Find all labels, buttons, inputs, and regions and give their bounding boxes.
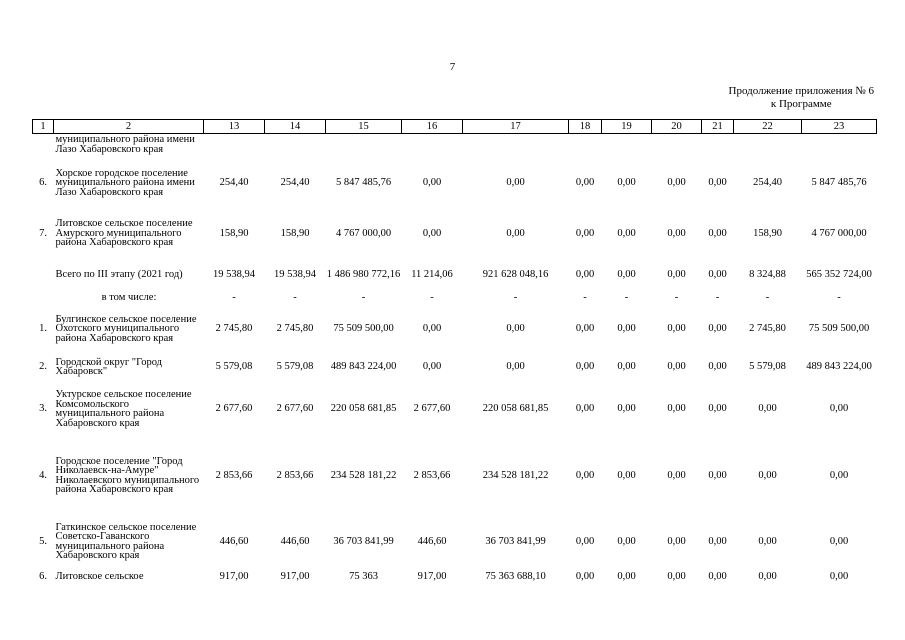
row-name: Булгинское сельское поселение Охотского муниципального района Хабаровского края	[55, 313, 197, 344]
row-number: 2.	[39, 361, 47, 373]
cell-col-20: 0,00	[667, 535, 686, 547]
cell-col-16: 2 853,66	[413, 469, 451, 481]
cell-col-21: 0,00	[708, 469, 727, 481]
cell-col-15: 489 843 224,00	[330, 361, 397, 373]
cell-col-23: 5 847 485,76	[811, 177, 867, 189]
cell-col-18: 0,00	[575, 571, 595, 582]
cell-col-16: 0,00	[422, 361, 442, 373]
cell-col-13: 254,40	[219, 177, 249, 189]
cell-col-21: 0,00	[708, 227, 727, 239]
cell-col-20	[652, 134, 702, 158]
column-header-19: 19	[602, 120, 652, 134]
table-row	[33, 354, 877, 380]
table-row	[33, 259, 877, 291]
row-number: 3.	[39, 403, 47, 415]
cell-col-14: 5 579,08	[276, 361, 314, 373]
row-name: Гаткинское сельское поселение Советско-Гаванского муниципального района Хабаровского края	[55, 521, 197, 561]
cell-col-13: 2 677,60	[215, 403, 253, 415]
cell-col-16: 0,00	[422, 177, 442, 189]
cell-col-19: 0,00	[617, 535, 636, 547]
column-header-21: 21	[702, 120, 734, 134]
cell-col-23: 75 509 500,00	[808, 323, 870, 335]
column-header-22: 22	[734, 120, 802, 134]
row-number	[33, 291, 54, 305]
cell-col-19	[602, 134, 652, 158]
cell-col-14: -	[293, 291, 297, 303]
cell-col-14: 2 745,80	[276, 323, 314, 335]
cell-col-17: 0,00	[506, 227, 525, 239]
cell-col-17: -	[513, 291, 518, 303]
cell-col-21	[702, 134, 734, 158]
cell-col-14: 2 853,66	[276, 469, 314, 481]
cell-col-15: 234 528 181,22	[330, 469, 397, 481]
row-name: Хорское городское поселение муниципального района имени Лазо Хабаровского края	[55, 167, 195, 198]
cell-col-18: 0,00	[575, 323, 595, 335]
cell-col-22: 0,00	[758, 469, 777, 481]
cell-col-14: 19 538,94	[274, 268, 316, 280]
cell-col-21: 0,00	[708, 571, 727, 582]
cell-col-22: 5 579,08	[749, 361, 786, 373]
cell-col-17: 36 703 841,99	[485, 535, 546, 547]
cell-col-22: 8 324,88	[749, 268, 786, 280]
cell-col-22: 0,00	[758, 403, 777, 415]
cell-col-13: 2 853,66	[215, 469, 253, 481]
annex-line-1: Продолжение приложения № 6	[728, 85, 874, 97]
cell-col-13: 2 745,80	[215, 323, 253, 335]
cell-col-19: 0,00	[617, 177, 636, 189]
cell-col-23: 565 352 724,00	[806, 268, 872, 280]
cell-col-18: 0,00	[575, 361, 595, 373]
row-number	[33, 134, 54, 158]
cell-col-20: 0,00	[667, 227, 686, 239]
cell-col-21: -	[715, 291, 720, 303]
cell-col-18	[569, 134, 602, 158]
cell-col-17: 234 528 181,22	[482, 469, 549, 481]
table-header	[33, 120, 877, 134]
cell-col-20: 0,00	[667, 177, 686, 189]
cell-col-13: 917,00	[219, 571, 249, 582]
cell-col-21: 0,00	[708, 268, 727, 280]
cell-col-17: 0,00	[506, 177, 525, 189]
annex-caption	[729, 85, 874, 111]
row-number: 5.	[39, 535, 47, 547]
annex-line-2: к Программе	[770, 98, 832, 110]
cell-col-14: 158,90	[280, 227, 310, 239]
cell-col-20: 0,00	[667, 268, 686, 280]
cell-col-21: 0,00	[708, 535, 727, 547]
cell-col-21: 0,00	[708, 323, 727, 335]
cell-col-19: 0,00	[617, 361, 636, 373]
cell-col-16: 0,00	[422, 227, 442, 239]
cell-col-13	[204, 134, 265, 158]
cell-col-15: -	[361, 291, 366, 303]
table-body	[33, 134, 877, 587]
row-name: Литовское сельское поселение Амурского муниципального района Хабаровского края	[55, 218, 193, 249]
row-name: в том числе:	[101, 291, 157, 303]
cell-col-15: 220 058 681,85	[330, 403, 397, 415]
page-number: 7	[449, 61, 456, 73]
cell-col-13: -	[232, 291, 236, 303]
cell-col-22	[734, 134, 802, 158]
cell-col-20: 0,00	[667, 571, 686, 582]
table-row	[33, 570, 877, 586]
row-name: Литовское сельское	[55, 571, 144, 582]
cell-col-15	[326, 134, 402, 158]
cell-col-17: 0,00	[506, 361, 525, 373]
table-row	[33, 380, 877, 438]
column-header-15: 15	[326, 120, 402, 134]
cell-col-21: 0,00	[708, 177, 727, 189]
table-row	[33, 304, 877, 354]
cell-col-16: -	[430, 291, 434, 303]
cell-col-14: 446,60	[280, 535, 310, 547]
cell-col-23: 0,00	[829, 403, 849, 415]
cell-col-14	[265, 134, 326, 158]
cell-col-15: 36 703 841,99	[333, 535, 394, 547]
row-name: муниципального района имени Лазо Хабаровского края	[55, 134, 195, 155]
cell-col-15: 75 363	[349, 571, 378, 582]
cell-col-19: 0,00	[617, 571, 636, 582]
cell-col-17: 0,00	[506, 323, 525, 335]
cell-col-17: 75 363 688,10	[485, 571, 546, 582]
row-number: 7.	[39, 227, 47, 239]
cell-col-23: 0,00	[829, 535, 849, 547]
cell-col-21: 0,00	[708, 361, 727, 373]
cell-col-18: 0,00	[575, 268, 595, 280]
cell-col-17: 220 058 681,85	[482, 403, 549, 415]
cell-col-14: 917,00	[280, 571, 310, 582]
cell-col-18: 0,00	[575, 469, 595, 481]
cell-col-15: 4 767 000,00	[335, 227, 392, 239]
cell-col-18: 0,00	[575, 403, 595, 415]
program-table	[32, 119, 877, 586]
row-number: 6.	[39, 177, 47, 189]
cell-col-16: 11 214,06	[411, 268, 453, 280]
cell-col-20: 0,00	[667, 323, 686, 335]
cell-col-17: 921 628 048,16	[482, 268, 549, 280]
column-header-1: 1	[33, 120, 54, 134]
row-name: Городское поселение "Город Николаевск-на-Амуре" Николаевского муниципального района Хабаровского края	[55, 455, 200, 495]
cell-col-17	[463, 134, 569, 158]
cell-col-19: 0,00	[617, 227, 636, 239]
cell-col-23: 4 767 000,00	[811, 227, 867, 239]
cell-col-18: 0,00	[575, 227, 595, 239]
cell-col-23	[802, 134, 877, 158]
cell-col-16: 0,00	[422, 323, 442, 335]
cell-col-18: 0,00	[575, 535, 595, 547]
column-header-13: 13	[204, 120, 265, 134]
cell-col-20: -	[674, 291, 679, 303]
cell-col-15: 5 847 485,76	[335, 177, 392, 189]
cell-col-19: -	[624, 291, 629, 303]
column-header-23: 23	[802, 120, 877, 134]
cell-col-20: 0,00	[667, 469, 686, 481]
cell-col-22: 254,40	[753, 177, 782, 189]
column-header-2: 2	[54, 120, 204, 134]
cell-col-23: 489 843 224,00	[806, 361, 872, 373]
cell-col-13: 158,90	[219, 227, 249, 239]
row-name: Всего по III этапу (2021 год)	[55, 268, 183, 280]
cell-col-14: 254,40	[280, 177, 310, 189]
table-row	[33, 158, 877, 209]
cell-col-20: 0,00	[667, 403, 686, 415]
cell-col-18: -	[583, 291, 587, 303]
row-number: 6.	[39, 571, 47, 582]
row-number: 1.	[39, 323, 47, 335]
row-name: Уктурское сельское поселение Комсомольского муниципального района Хабаровского края	[55, 389, 192, 429]
row-number: 4.	[39, 469, 47, 481]
column-header-14: 14	[265, 120, 326, 134]
table-row	[33, 209, 877, 259]
cell-col-13: 446,60	[219, 535, 249, 547]
cell-col-21: 0,00	[708, 403, 727, 415]
cell-col-23: 0,00	[829, 469, 849, 481]
cell-col-13: 19 538,94	[213, 268, 255, 280]
column-header-16: 16	[402, 120, 463, 134]
column-header-17: 17	[463, 120, 569, 134]
row-number	[33, 259, 54, 291]
table-row	[33, 438, 877, 513]
cell-col-22: 2 745,80	[749, 323, 786, 335]
column-header-20: 20	[652, 120, 702, 134]
table-row	[33, 134, 877, 158]
cell-col-18: 0,00	[575, 177, 595, 189]
cell-col-16	[402, 134, 463, 158]
header-row	[33, 120, 877, 134]
cell-col-16: 446,60	[417, 535, 447, 547]
cell-col-19: 0,00	[617, 403, 636, 415]
cell-col-22: 158,90	[753, 227, 782, 239]
cell-col-14: 2 677,60	[276, 403, 314, 415]
cell-col-16: 2 677,60	[413, 403, 451, 415]
row-name: Городской округ "Город Хабаровск"	[55, 356, 163, 377]
cell-col-16: 917,00	[417, 571, 447, 582]
cell-col-15: 75 509 500,00	[333, 323, 394, 335]
cell-col-22: 0,00	[758, 571, 777, 582]
table-row	[33, 513, 877, 570]
cell-col-20: 0,00	[667, 361, 686, 373]
cell-col-23: 0,00	[829, 571, 849, 582]
cell-col-13: 5 579,08	[215, 361, 253, 373]
cell-col-22: -	[765, 291, 770, 303]
cell-col-23: -	[837, 291, 841, 303]
cell-col-22: 0,00	[758, 535, 777, 547]
cell-col-19: 0,00	[617, 323, 636, 335]
column-header-18: 18	[569, 120, 602, 134]
table-row	[33, 291, 877, 305]
cell-col-19: 0,00	[617, 469, 636, 481]
cell-col-15: 1 486 980 772,16	[326, 268, 401, 280]
cell-col-19: 0,00	[617, 268, 636, 280]
